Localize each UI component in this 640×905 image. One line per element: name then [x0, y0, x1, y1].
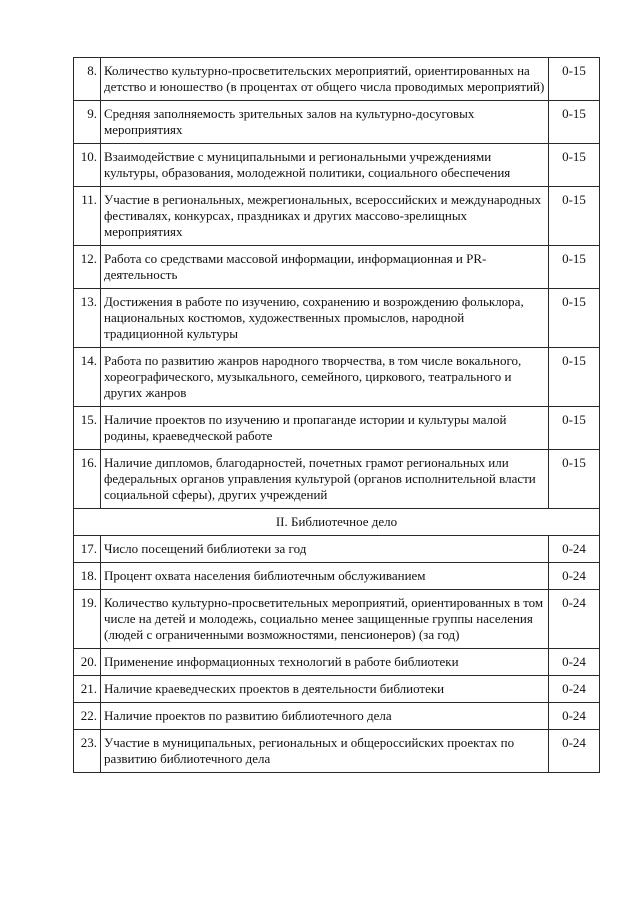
table-row [74, 187, 600, 246]
score-range: 0-24 [549, 536, 600, 563]
criterion-text: Наличие проектов по развитию библиотечного дела [101, 703, 549, 730]
row-number: 10. [74, 144, 101, 187]
criterion-text: Применение информационных технологий в работе библиотеки [101, 649, 549, 676]
criterion-text: Участие в региональных, межрегиональных, всероссийских и международных фестивалях, конкурсах, праздниках и других массово-зрелищных мероприятиях [101, 187, 549, 246]
row-number: 20. [74, 649, 101, 676]
score-range: 0-24 [549, 676, 600, 703]
score-range: 0-15 [549, 289, 600, 348]
criteria-table [73, 57, 600, 773]
table-row [74, 536, 600, 563]
row-number: 16. [74, 450, 101, 509]
table-row [74, 289, 600, 348]
criterion-text: Процент охвата населения библиотечным обслуживанием [101, 563, 549, 590]
criterion-text: Число посещений библиотеки за год [101, 536, 549, 563]
score-range: 0-15 [549, 348, 600, 407]
table-row [74, 590, 600, 649]
score-range: 0-15 [549, 187, 600, 246]
table-row [74, 703, 600, 730]
row-number: 18. [74, 563, 101, 590]
table-row [74, 246, 600, 289]
score-range: 0-15 [549, 407, 600, 450]
table-row [74, 407, 600, 450]
row-number: 9. [74, 101, 101, 144]
score-range: 0-15 [549, 58, 600, 101]
criterion-text: Наличие проектов по изучению и пропаганде истории и культуры малой родины, краеведческой работе [101, 407, 549, 450]
row-number: 17. [74, 536, 101, 563]
table-row [74, 676, 600, 703]
row-number: 15. [74, 407, 101, 450]
table-row [74, 348, 600, 407]
table-row [74, 58, 600, 101]
section-title: II. Библиотечное дело [74, 509, 600, 536]
row-number: 23. [74, 730, 101, 773]
table-row [74, 649, 600, 676]
criterion-text: Количество культурно-просветительских мероприятий, ориентированных на детство и юношество (в процентах от общего числа проводимых мероприятий) [101, 58, 549, 101]
score-range: 0-15 [549, 246, 600, 289]
criterion-text: Средняя заполняемость зрительных залов на культурно-досуговых мероприятиях [101, 101, 549, 144]
table-row [74, 730, 600, 773]
criterion-text: Взаимодействие с муниципальными и региональными учреждениями культуры, образования, молодежной политики, социального обеспечения [101, 144, 549, 187]
score-range: 0-24 [549, 703, 600, 730]
score-range: 0-24 [549, 649, 600, 676]
score-range: 0-15 [549, 450, 600, 509]
criterion-text: Работа по развитию жанров народного творчества, в том числе вокального, хореографического, музыкального, семейного, циркового, театрального и других жанров [101, 348, 549, 407]
row-number: 11. [74, 187, 101, 246]
row-number: 19. [74, 590, 101, 649]
criterion-text: Наличие дипломов, благодарностей, почетных грамот региональных или федеральных органов управления культурой (органов исполнительной власти социальной сферы), других учреждений [101, 450, 549, 509]
row-number: 13. [74, 289, 101, 348]
score-range: 0-15 [549, 144, 600, 187]
table-row [74, 450, 600, 509]
criterion-text: Участие в муниципальных, региональных и общероссийских проектах по развитию библиотечного дела [101, 730, 549, 773]
table-row [74, 144, 600, 187]
criterion-text: Наличие краеведческих проектов в деятельности библиотеки [101, 676, 549, 703]
row-number: 8. [74, 58, 101, 101]
criterion-text: Работа со средствами массовой информации, информационная и PR-деятельность [101, 246, 549, 289]
score-range: 0-24 [549, 590, 600, 649]
row-number: 22. [74, 703, 101, 730]
score-range: 0-15 [549, 101, 600, 144]
row-number: 14. [74, 348, 101, 407]
score-range: 0-24 [549, 730, 600, 773]
row-number: 12. [74, 246, 101, 289]
table-row [74, 563, 600, 590]
criterion-text: Достижения в работе по изучению, сохранению и возрождению фольклора, национальных костюмов, художественных промыслов, народной традиционной культуры [101, 289, 549, 348]
score-range: 0-24 [549, 563, 600, 590]
criterion-text: Количество культурно-просветительных мероприятий, ориентированных в том числе на детей и молодежь, социально менее защищенные группы населения (людей с ограниченными возможностями, пенсионеров) (за год) [101, 590, 549, 649]
section-header-row [74, 509, 600, 536]
table-row [74, 101, 600, 144]
row-number: 21. [74, 676, 101, 703]
